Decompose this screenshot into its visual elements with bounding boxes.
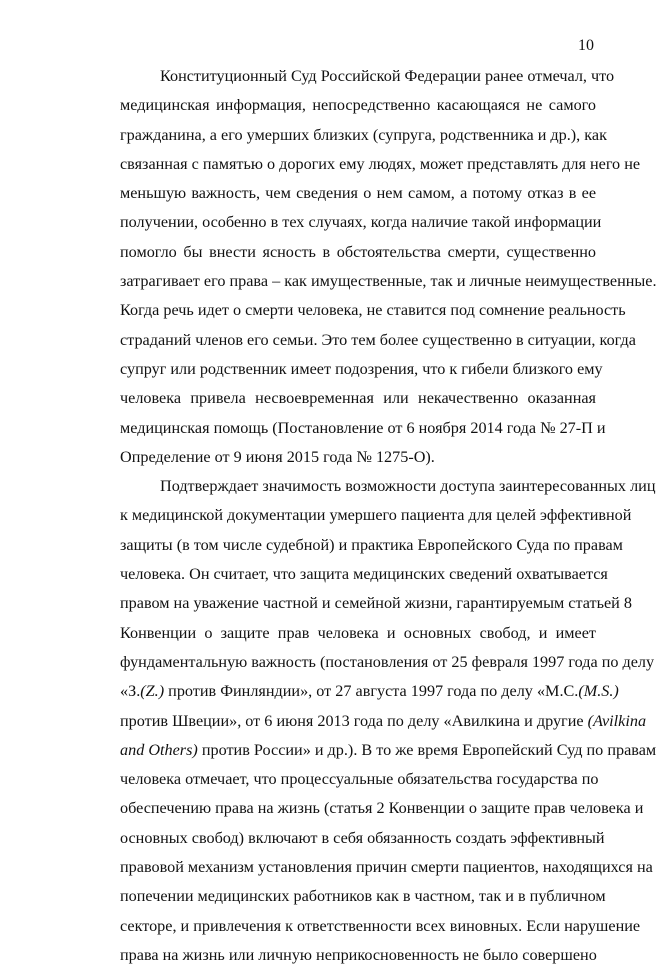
text-line: помогло бы внести ясность в обстоятельства смерти, существенно (120, 242, 596, 261)
text-line: человека привела несвоевременная или некачественно оказанная (120, 389, 596, 408)
text-run: против Швеции», от 6 июня 2013 года по делу «Авилкина и другие (120, 711, 588, 730)
text-line: Когда речь идет о смерти человека, не ставится под сомнение реальность (120, 301, 626, 320)
text-line: человека отмечает, что процессуальные обязательства государства по (120, 770, 599, 789)
text-run: против России» и др.). В то же время Европейский Суд по правам (197, 740, 657, 759)
italic-text-run: (Avilkina (587, 711, 647, 730)
text-line: правом на уважение частной и семейной жизни, гарантируемым статьей 8 (120, 594, 632, 613)
text-line: права на жизнь или личную неприкосновенность не было совершено (120, 945, 597, 964)
text-line: Подтверждает значимость возможности доступа заинтересованных лиц (160, 477, 656, 496)
text-line: к медицинской документации умершего пациента для целей эффективной (120, 506, 632, 525)
document-body (120, 62, 657, 970)
text-line: Конвенции о защите прав человека и основных свобод, и имеет (120, 623, 596, 642)
text-line (120, 736, 657, 765)
paragraph-1 (120, 62, 657, 472)
text-line: затрагивает его права – как имущественные, так и личные неимущественные. (120, 272, 657, 291)
text-line: человека. Он считает, что защита медицинских сведений охватывается (120, 565, 608, 584)
italic-text-run: (Z.) (140, 682, 165, 701)
text-line: страданий членов его семьи. Это тем более существенно в ситуации, когда (120, 330, 636, 349)
text-line: правовой механизм установления причин смерти пациентов, находящихся на (120, 858, 653, 877)
italic-text-run: (M.S.) (578, 682, 619, 701)
text-line: меньшую важность, чем сведения о нем самом, а потому отказ в ее (120, 184, 596, 203)
page-number: 10 (578, 37, 594, 54)
text-line: обеспечению права на жизнь (статья 2 Конвенции о защите прав человека и (120, 799, 644, 818)
text-run: «З. (120, 682, 141, 701)
text-line: секторе, и привлечения к ответственности всех виновных. Если нарушение (120, 916, 641, 935)
text-line: Конституционный Суд Российской Федерации ранее отмечал, что (160, 67, 615, 85)
text-line: гражданина, а его умерших близких (супруга, родственника и др.), как (120, 125, 607, 144)
text-line (120, 707, 647, 736)
text-line: получении, особенно в тех случаях, когда наличие такой информации (120, 213, 602, 232)
text-line: защиты (в том числе судебной) и практика Европейского Суда по правам (120, 535, 623, 554)
text-line: супруг или родственник имеет подозрения, что к гибели близкого ему (120, 359, 603, 378)
text-line: попечении медицинских работников как в частном, так и в публичном (120, 887, 606, 906)
text-line: фундаментальную важность (постановления от 25 февраля 1997 года по делу (120, 652, 655, 671)
text-line: медицинская информация, непосредственно касающаяся не самого (120, 96, 596, 115)
text-line: связанная с памятью о дорогих ему людях, может представлять для него не (120, 154, 641, 173)
text-line: медицинская помощь (Постановление от 6 ноября 2014 года № 27-П и (120, 418, 606, 437)
paragraph-2 (120, 472, 657, 970)
italic-text-run: and Others) (120, 740, 198, 759)
text-line: Определение от 9 июня 2015 года № 1275-О). (120, 447, 435, 466)
text-run: против Финляндии», от 27 августа 1997 года по делу «М.С. (164, 682, 579, 701)
text-line: основных свобод) включают в себя обязанность создать эффективный (120, 828, 605, 847)
text-line (120, 677, 619, 706)
